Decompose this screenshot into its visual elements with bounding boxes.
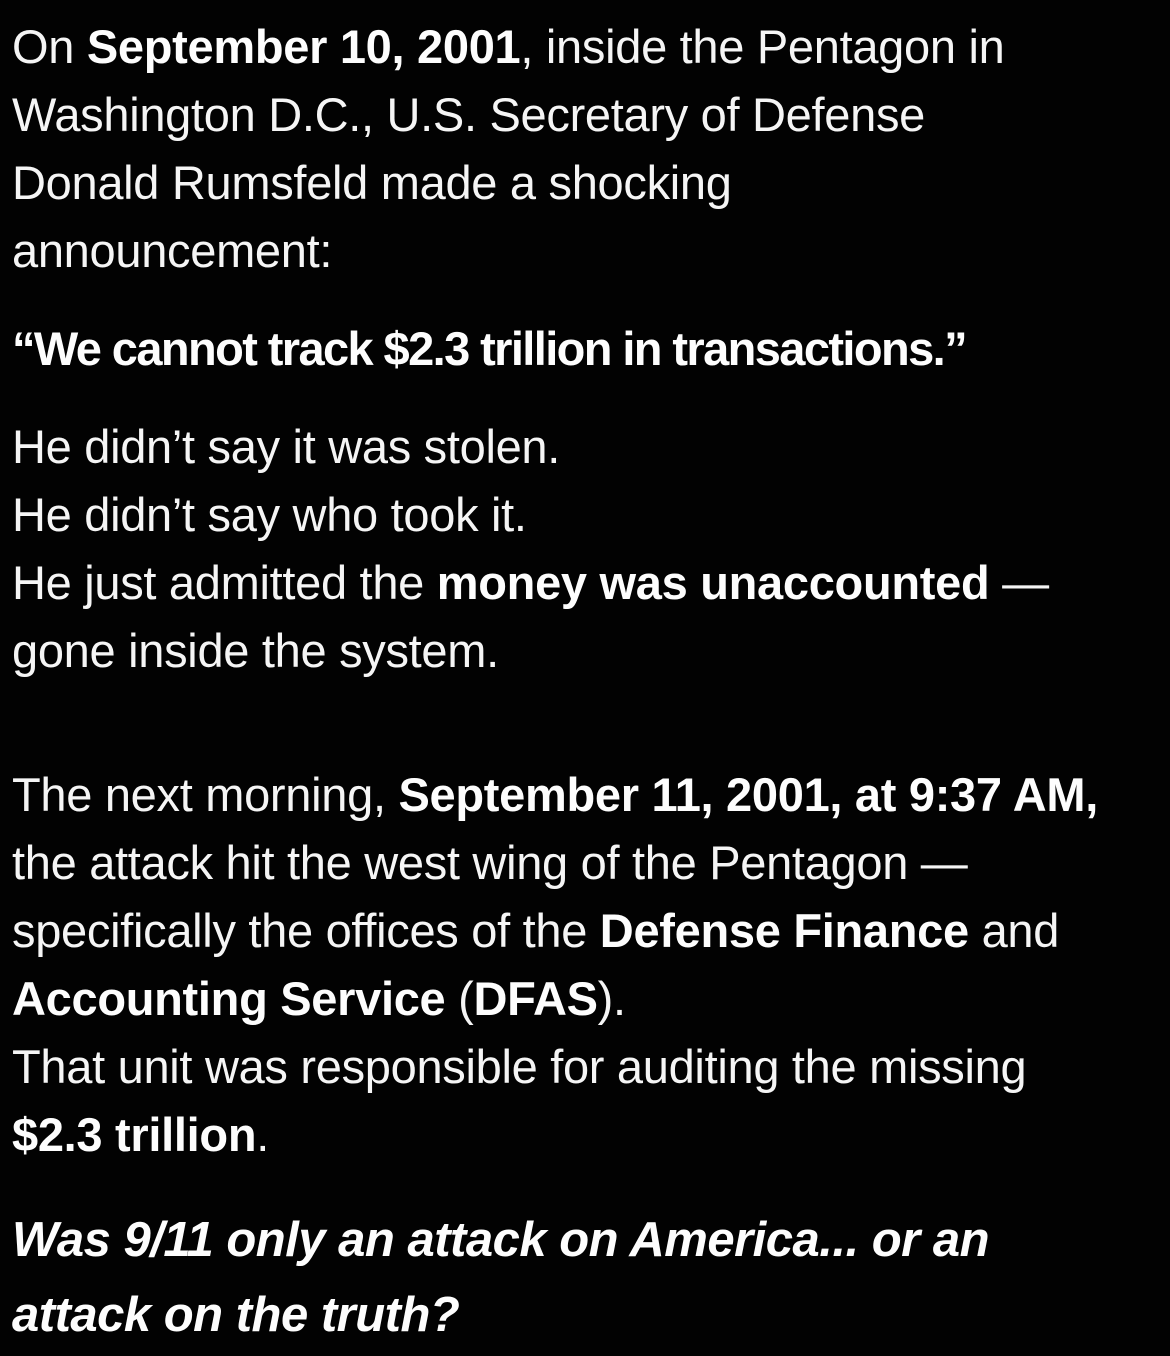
- text-segment-bold: Accounting Service: [12, 972, 446, 1025]
- paragraph-intro: [12, 13, 1170, 285]
- text-segment-bold-date: September 10, 2001: [86, 20, 521, 73]
- text-line: [12, 829, 1170, 897]
- text-line: [12, 217, 1170, 285]
- text-segment: specifically the offices of the: [12, 904, 600, 957]
- text-segment: ).: [597, 972, 626, 1025]
- text-segment: the attack hit the west wing of the Pentagon —: [12, 836, 968, 889]
- text-segment: gone inside the system.: [12, 624, 499, 677]
- text-segment: He didn’t say it was stolen.: [12, 420, 561, 473]
- text-segment: .: [256, 1108, 269, 1161]
- text-line: [12, 1033, 1170, 1101]
- closing-question-text: attack on the truth?: [12, 1288, 460, 1342]
- text-segment-bold-acronym: DFAS: [473, 972, 598, 1025]
- text-segment: On: [12, 20, 87, 73]
- text-segment: , inside the Pentagon in: [520, 20, 1005, 73]
- text-line: [12, 413, 1170, 481]
- text-line: [12, 149, 1170, 217]
- text-line: [12, 13, 1170, 81]
- text-segment-bold: money was unaccounted: [436, 556, 990, 609]
- text-segment: The next morning,: [12, 768, 399, 821]
- paragraph-closing-question: [12, 1203, 1170, 1353]
- text-segment-bold: Defense Finance: [599, 904, 969, 957]
- paragraph-denial: [12, 413, 1170, 685]
- paragraph-quote: [12, 315, 1170, 383]
- text-line: [12, 549, 1170, 617]
- paragraph-next-morning: [12, 761, 1170, 1169]
- text-line: [12, 965, 1170, 1033]
- text-segment: Washington D.C., U.S. Secretary of Defense: [12, 88, 925, 141]
- text-line: [12, 1278, 1170, 1353]
- text-line: [12, 481, 1170, 549]
- quote-line: [12, 315, 1170, 383]
- text-segment: announcement:: [12, 224, 333, 277]
- text-segment: That unit was responsible for auditing the missing: [12, 1040, 1027, 1093]
- text-line: [12, 1101, 1170, 1169]
- text-line: [12, 1203, 1170, 1278]
- text-segment: He just admitted the: [12, 556, 437, 609]
- text-line: [12, 897, 1170, 965]
- text-segment-bold-date: September 11, 2001, at 9:37 AM,: [398, 768, 1099, 821]
- text-segment: (: [445, 972, 474, 1025]
- closing-question-text: Was 9/11 only an attack on America... or an: [12, 1213, 990, 1267]
- text-segment: and: [968, 904, 1060, 957]
- text-segment: —: [989, 556, 1049, 609]
- quote-text: “We cannot track $2.3 trillion in transactions.”: [12, 322, 966, 375]
- text-segment: Donald Rumsfeld made a shocking: [12, 156, 732, 209]
- text-segment-bold-amount: $2.3 trillion: [12, 1108, 257, 1161]
- text-line: [12, 617, 1170, 685]
- text-line: [12, 81, 1170, 149]
- text-line: [12, 761, 1170, 829]
- text-segment: He didn’t say who took it.: [12, 488, 527, 541]
